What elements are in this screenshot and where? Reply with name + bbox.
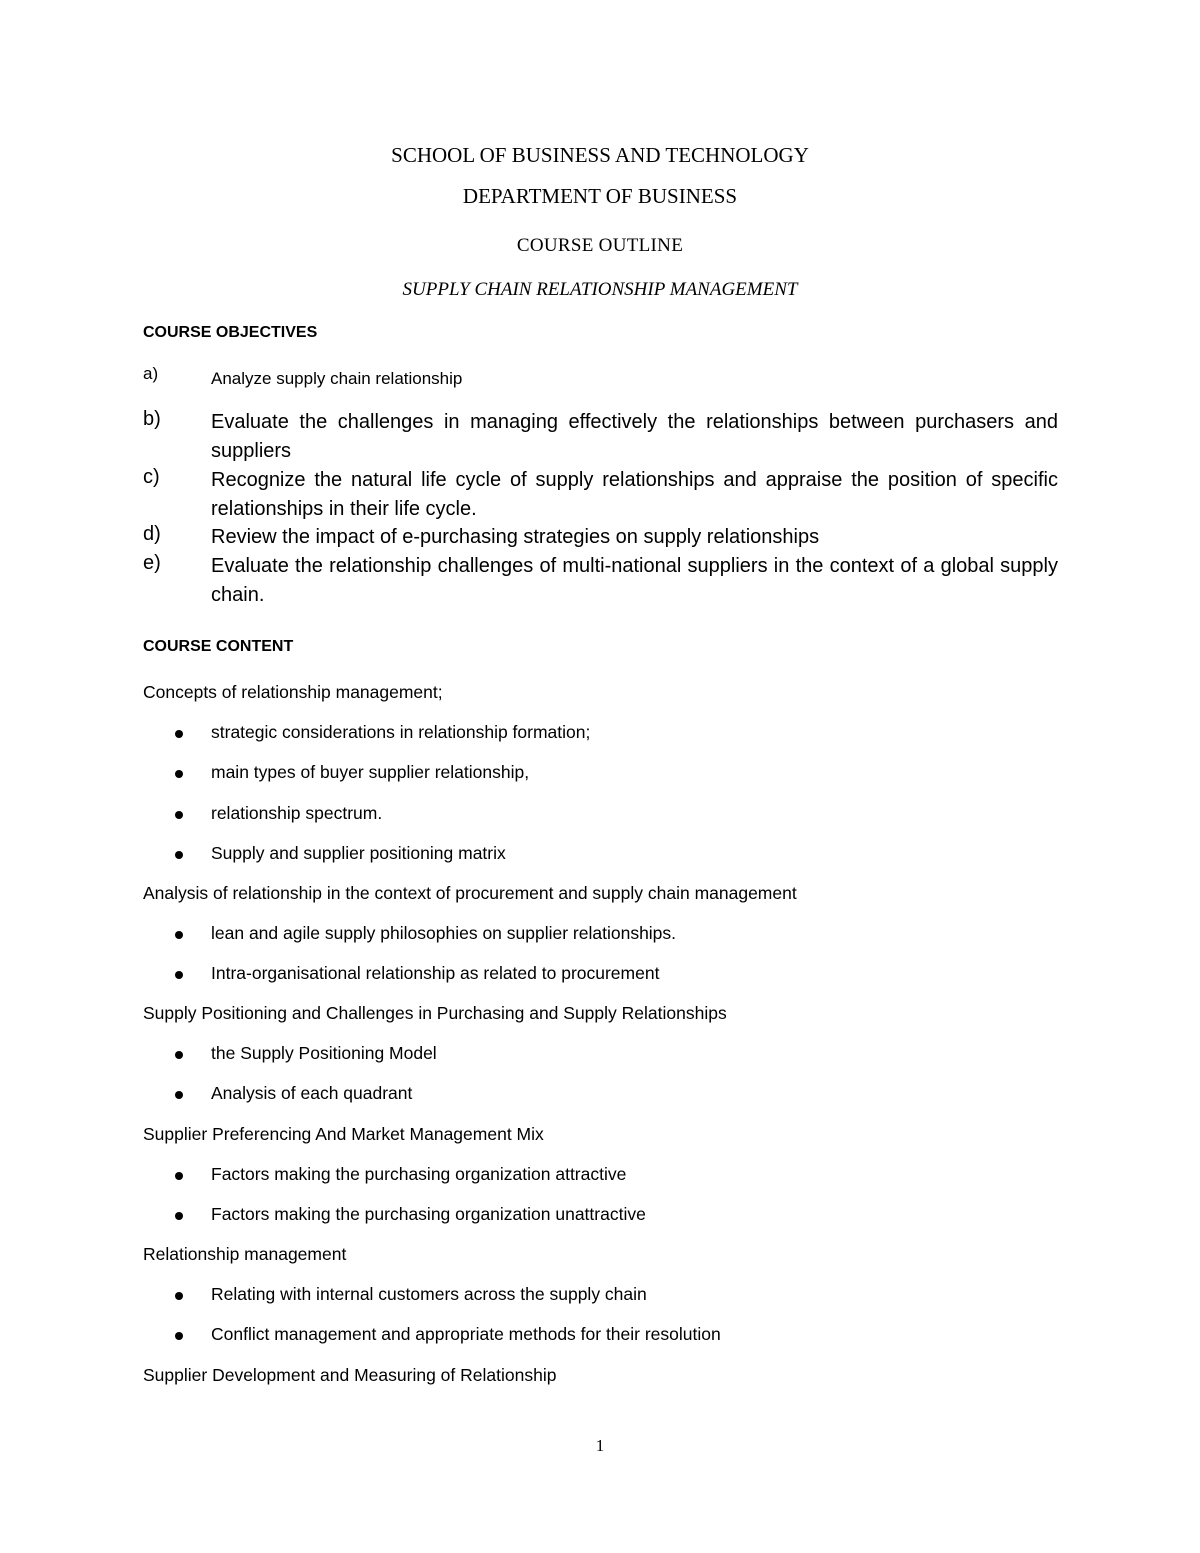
- bullet-icon: [175, 730, 183, 738]
- bullet-icon: [175, 770, 183, 778]
- objective-item-a: [143, 364, 1058, 393]
- list-item: Factors making the purchasing organization attractive: [175, 1164, 626, 1185]
- content-heading: COURSE CONTENT: [143, 638, 294, 655]
- school-name: SCHOOL OF BUSINESS AND TECHNOLOGY: [391, 143, 809, 167]
- section-title: Analysis of relationship in the context of procurement and supply chain management: [143, 883, 797, 903]
- list-item: Analysis of each quadrant: [175, 1083, 412, 1104]
- list-item: Supply and supplier positioning matrix: [175, 843, 506, 864]
- section-title: Supplier Preferencing And Market Management Mix: [143, 1124, 544, 1144]
- objective-text: Analyze supply chain relationship: [211, 369, 463, 388]
- section-title: Concepts of relationship management;: [143, 682, 443, 702]
- objective-label: d): [143, 523, 161, 545]
- objective-text: Evaluate the challenges in managing effectively the relationships between purchasers and suppliers: [211, 411, 1058, 462]
- list-item: strategic considerations in relationship formation;: [175, 722, 590, 743]
- bullet-icon: [175, 1172, 183, 1180]
- bullet-icon: [175, 851, 183, 859]
- objective-text: Recognize the natural life cycle of supply relationships and appraise the position of specific relationships in their life cycle.: [211, 469, 1058, 520]
- list-item: Intra-organisational relationship as related to procurement: [175, 963, 659, 984]
- section-title: Relationship management: [143, 1244, 347, 1264]
- list-item: lean and agile supply philosophies on supplier relationships.: [175, 923, 676, 944]
- objective-text: Review the impact of e-purchasing strategies on supply relationships: [211, 526, 820, 548]
- objective-text: Evaluate the relationship challenges of multi-national suppliers in the context of a global supply chain.: [211, 555, 1058, 606]
- list-item: the Supply Positioning Model: [175, 1043, 437, 1064]
- list-item: Relating with internal customers across the supply chain: [175, 1284, 647, 1305]
- bullet-icon: [175, 1212, 183, 1220]
- bullet-icon: [175, 811, 183, 819]
- bullet-icon: [175, 971, 183, 979]
- department-name: DEPARTMENT OF BUSINESS: [462, 184, 738, 208]
- course-title: SUPPLY CHAIN RELATIONSHIP MANAGEMENT: [402, 279, 798, 300]
- list-item: relationship spectrum.: [175, 803, 382, 824]
- bullet-icon: [175, 1051, 183, 1059]
- bullet-icon: [175, 1091, 183, 1099]
- objective-label: b): [143, 408, 161, 430]
- list-item: Conflict management and appropriate methods for their resolution: [175, 1324, 721, 1345]
- page-number: 1: [595, 1436, 605, 1455]
- list-item: main types of buyer supplier relationship,: [175, 762, 529, 783]
- bullet-icon: [175, 931, 183, 939]
- section-title: Supply Positioning and Challenges in Purchasing and Supply Relationships: [143, 1003, 727, 1023]
- outline-title: COURSE OUTLINE: [516, 235, 684, 256]
- objective-label: c): [143, 466, 160, 488]
- objectives-heading: COURSE OBJECTIVES: [143, 324, 318, 341]
- objective-item-c: [143, 466, 1058, 524]
- objective-label: a): [143, 364, 159, 383]
- objective-item-e: [143, 552, 1058, 610]
- bullet-icon: [175, 1332, 183, 1340]
- objective-item-b: [143, 408, 1058, 466]
- objective-item-d: [143, 523, 1058, 552]
- section-title: Supplier Development and Measuring of Relationship: [143, 1365, 557, 1385]
- objective-label: e): [143, 552, 161, 574]
- bullet-icon: [175, 1292, 183, 1300]
- list-item: Factors making the purchasing organization unattractive: [175, 1204, 646, 1225]
